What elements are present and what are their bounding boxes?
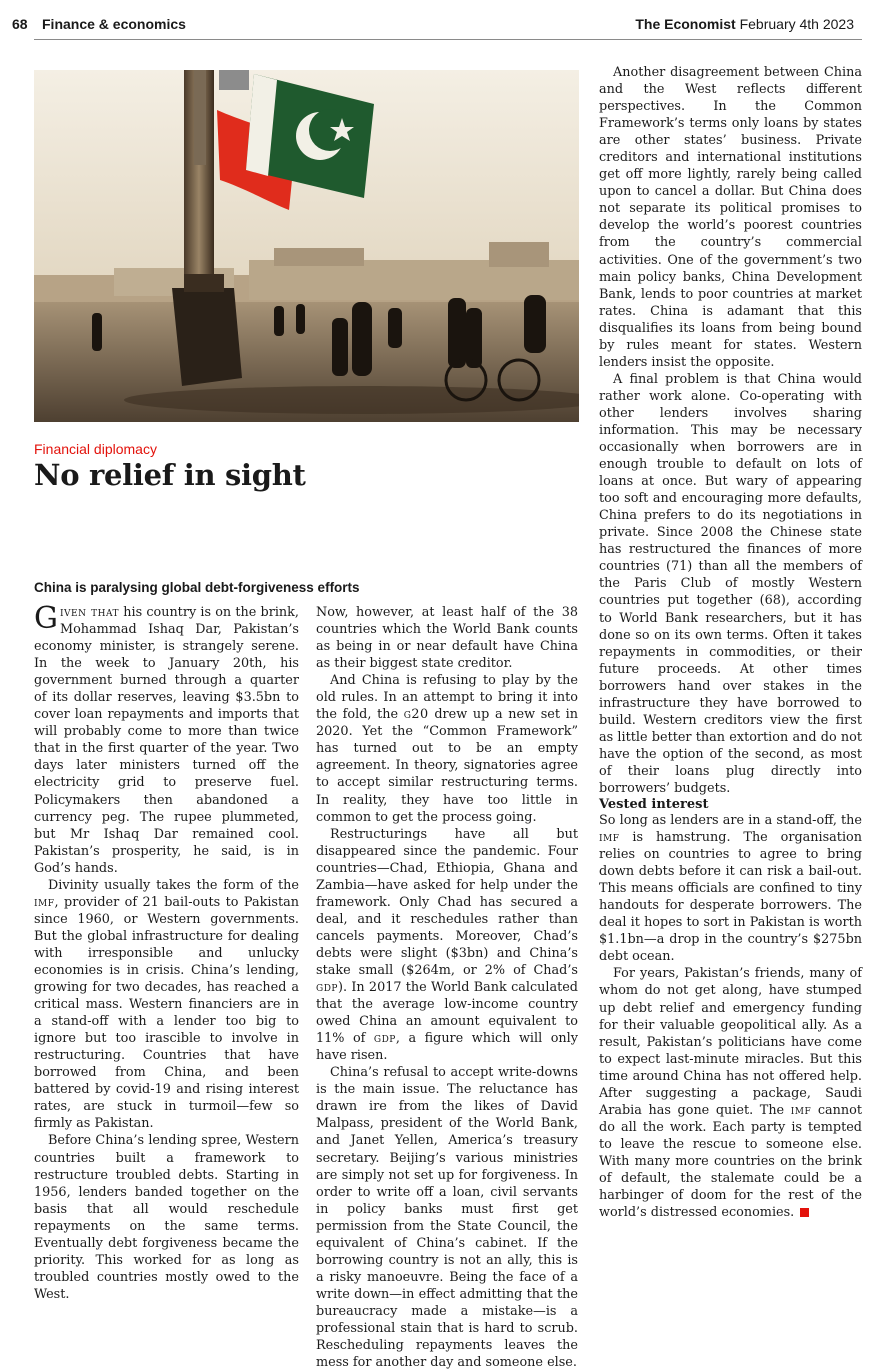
end-mark-icon [800, 1208, 809, 1217]
section-name: Finance & economics [42, 16, 186, 32]
article-standfirst: China is paralysing global debt-forgiveness efforts [34, 580, 360, 595]
paragraph-g20: And China is refusing to play by the old rules. In an attempt to bring it into the fold, the g20 drew up a new set in 2020. Yet the “Common Framework” has turned out to be an empty agreement. In theory, signatories agree to accept similar restructuring terms. In reality, they have too little in common to get the process going. [316, 673, 578, 825]
header-rule [34, 39, 862, 40]
page-header [0, 0, 884, 40]
paragraph-hamstrung: So long as lenders are in a stand-off, the imf is hamstrung. The organisation relies on countries to agree to bring down debts before it can risk a bail-out. This means officials are confined to tiny handouts for desperate borrowers. The deal it hopes to sort in Pakistan is worth $1.1bn—a drop in the country’s $275bn debt ocean. [599, 813, 862, 965]
masthead [635, 16, 854, 32]
lead-paragraph: Given that his country is on the brink, Mohammad Ishaq Dar, Pakistan’s economy minister, is strangely serene. In the week to January 20th, his government burned through a quarter of its dollar reserves, leaving $3.5bn to cover loan repayments and imports that will probably come to more than twice that in the first quarter of the year. Two days later ministers turned off the electricity grid to preserve fuel. Policymakers then abandoned a currency peg. The rupee plummeted, but Mr Ishaq Dar remained cool. Pakistan’s prosperity, he said, is in God’s hands. [34, 601, 299, 876]
issue-date: February 4th 2023 [739, 16, 854, 32]
paragraph-restructurings: Restructurings have all but disappeared since the pandemic. Four countries—Chad, Ethiopia, Ghana and Zambia—have asked for help under the framework. Only Chad has secured a deal, and it reschedules rather than cancels payments. Moreover, Chad’s debts were slight ($3bn) and China’s stake small ($264m, or 2% of Chad’s gdp). In 2017 the World Bank calculated that the average low-income country owed China an amount equivalent to 11% of gdp, a figure which will only have risen. [316, 826, 578, 1064]
article-column-2 [316, 604, 578, 1371]
subheading: Vested interest [599, 797, 709, 813]
tiananmen-flags-photo [34, 70, 579, 422]
page-number: 68 [12, 16, 28, 32]
paragraph-framework: Before China’s lending spree, Western countries built a framework to restructure troubled debts. Starting in 1956, lenders banded together on the basis that all would reschedule repayments on the same terms. Eventually debt forgiveness became the priority. This worked for as long as troubled countries mostly owed to the West. [34, 1133, 299, 1302]
paragraph-write-downs: China’s refusal to accept write-downs is the main issue. The reluctance has drawn ire from the likes of David Malpass, president of the World Bank, and Janet Yellen, America’s treasury secretary. Beijing’s various ministries are simply not set up for forgiveness. In order to write off a loan, civil servants in policy banks must first get permission from the State Council, the equivalent of China’s cabinet. If the borrowing country is not an ally, this is a risky manoeuvre. Being the face of a write down—in effect admitting that the bureaucracy made a mistake—is a professional stain that is hard to scrub. Rescheduling repayments leaves the mess for another day and someone else. [316, 1065, 578, 1371]
lead-smallcaps: iven that [59, 605, 120, 620]
article-headline: No relief in sight [34, 458, 306, 492]
paragraph-imf: Divinity usually takes the form of the imf, provider of 21 bail-outs to Pakistan since 1960, or Western governments. But the global infrastructure for dealing with irresponsible and unlucky economies is in crisis. China’s lending, growing for two decades, has reached a critical mass. Western financiers are in a stand-off with a lender too big to ignore but too irascible to involve in restructuring. Countries that have borrowed from China, and been battered by covid-19 and rising interest rates, are stuck in turmoil—few so firmly as Pakistan. [34, 877, 299, 1132]
article-rubric: Financial diplomacy [34, 441, 157, 457]
article-column-3 [599, 64, 862, 1221]
paragraph-perspectives: Another disagreement between China and the West reflects different perspectives. In the Common Framework’s terms only loans by states are other states’ business. Private creditors and international institutions get off more lightly, rarely being called upon to cancel a dollar. But China does not separate its political promises to develop the world’s poorest countries from the country’s commercial activities. One of the government’s two main policy banks, China Development Bank, lends to poor countries at market rates. China is adamant that this disqualifies its loans from being bound by rules meant for states. Western lenders insist the opposite. [599, 65, 862, 370]
drop-cap: G [34, 601, 58, 636]
publication-name: The Economist [635, 16, 736, 32]
paragraph-conclusion: For years, Pakistan’s friends, many of whom do not get along, have stumped up debt relief and emergency funding for their valuable geopolitical ally. As a result, Pakistan’s politicians have come to expect last-minute miracles. But this time around China has not offered help. After suggesting a package, Saudi Arabia has gone quiet. The imf cannot do all the work. Each party is tempted to leave the rescue to someone else. With many more countries on the brink of default, the stalemate could be a harbinger of doom for the rest of the world’s distressed economies. [599, 966, 862, 1221]
article-photo [34, 70, 579, 422]
article-column-1 [34, 601, 299, 1303]
paragraph-continued: Now, however, at least half of the 38 countries which the World Bank counts as being in or near default have China as their biggest state creditor. [316, 605, 578, 672]
paragraph-work-alone: A final problem is that China would rather work alone. Co-operating with other lenders involves sharing information. This may be necessary occasionally when borrowers are in enough trouble to default on lots of loans at once. But wary of appearing too soft and encouraging more defaults, China prefers to do its negotiations in private. Since 2008 the Chinese state has restructured the finances of more countries (71) than all the members of the Paris Club of mostly Western countries put together (68), according to World Bank researchers, but it has done so on its own terms. Often it takes repayments in commodities, or their future proceeds. At other times borrowers hand over stakes in the infrastructure they have borrowed to build. Western creditors view the first as little better than extortion and do not have the option of the second, as most of their loans plug directly into borrowers’ budgets. [599, 371, 862, 796]
